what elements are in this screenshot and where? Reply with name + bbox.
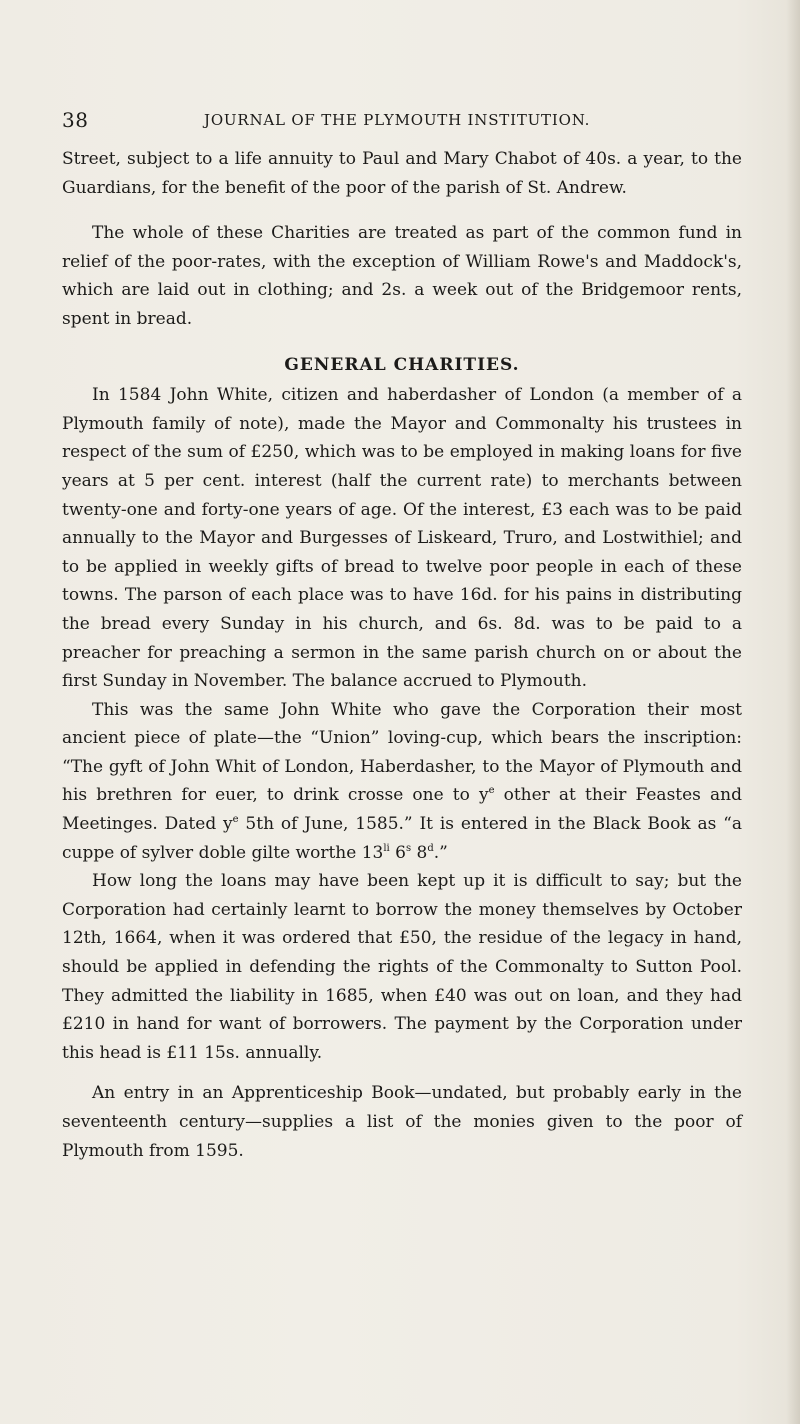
paragraph-gap	[62, 1067, 742, 1079]
superscript: d	[427, 842, 434, 854]
text-segment: 8	[411, 842, 428, 863]
paragraph-charities-treatment: The whole of these Charities are treated as part of the common fund in relief of the poor-rates, with the exception of William Rowe's and Maddock's, which are laid out in clothing; and 2s. a week out of the Bridgemoor rents, spent in bread.	[62, 223, 742, 329]
section-heading: GENERAL CHARITIES.	[284, 354, 520, 375]
paragraph-union-loving-cup	[62, 696, 742, 868]
superscript: s	[405, 842, 412, 854]
paragraph-gap	[62, 202, 742, 219]
superscript: e	[232, 814, 239, 826]
text-segment: other at their Feastes and Meetinges. Dated y	[62, 785, 742, 835]
text-segment: This was the same John White who gave the Corporation their most ancient piece of plate—the “Union” loving-cup, which bears the inscription: “The gyft of John Whit of London, Haberdasher, to the Mayor of Plymouth and his brethren for euer, to drink crosse one to y	[62, 699, 742, 806]
paragraph-john-white-bequest: In 1584 John White, citizen and haberdasher of London (a member of a Plymouth family of note), made the Mayor and Commonalty his trustees in respect of the sum of £250, which was to be employed in making loans for five years at 5 per cent. interest (half the current rate) to merchants between twenty-one and forty-one years of age. Of the interest, £3 each was to be paid annually to the Mayor and Burgesses of Liskeard, Truro, and Lostwithiel; and to be applied in weekly gifts of bread to twelve poor people in each of these towns. The parson of each place was to have 16d. for his pains in distributing the bread every Sunday in his church, and 6s. 8d. was to be paid to a preacher for preaching a sermon in the same parish church on or about the first Sunday in November. The balance accrued to Plymouth.	[62, 385, 742, 692]
page-edge-shadow	[786, 0, 800, 1424]
journal-title: JOURNAL OF THE PLYMOUTH INSTITUTION.	[204, 111, 591, 129]
text-segment: 6	[389, 842, 406, 863]
superscript: e	[488, 785, 495, 797]
superscript: li	[383, 842, 390, 854]
paragraph-street-annuity: Street, subject to a life annuity to Paul and Mary Chabot of 40s. a year, to the Guardians, for the benefit of the poor of the parish of St. Andrew.	[62, 149, 742, 198]
paragraph-loans-history: How long the loans may have been kept up it is difficult to say; but the Corporation had certainly learnt to borrow the money themselves by October 12th, 1664, when it was ordered that £50, the residue of the legacy in hand, should be applied in defending the rights of the Commonalty to Sutton Pool. They admitted the liability in 1685, when £40 was out on loan, and they had £210 in hand for want of borrowers. The payment by the Corporation under this head is £11 15s. annually.	[62, 871, 742, 1063]
running-head	[62, 108, 742, 132]
paragraph-gap	[62, 334, 742, 351]
text-segment: .”	[433, 842, 448, 863]
text-segment: 5th of June, 1585.” It is entered in the Black Book as “a cuppe of sylver doble gilte worthe 13	[62, 814, 742, 863]
page-number: 38	[62, 108, 89, 132]
paragraph-apprenticeship-book: An entry in an Apprenticeship Book—undated, but probably early in the seventeenth century—supplies a list of the monies given to the poor of Plymouth from 1595.	[62, 1083, 742, 1161]
body-text	[62, 145, 742, 1165]
